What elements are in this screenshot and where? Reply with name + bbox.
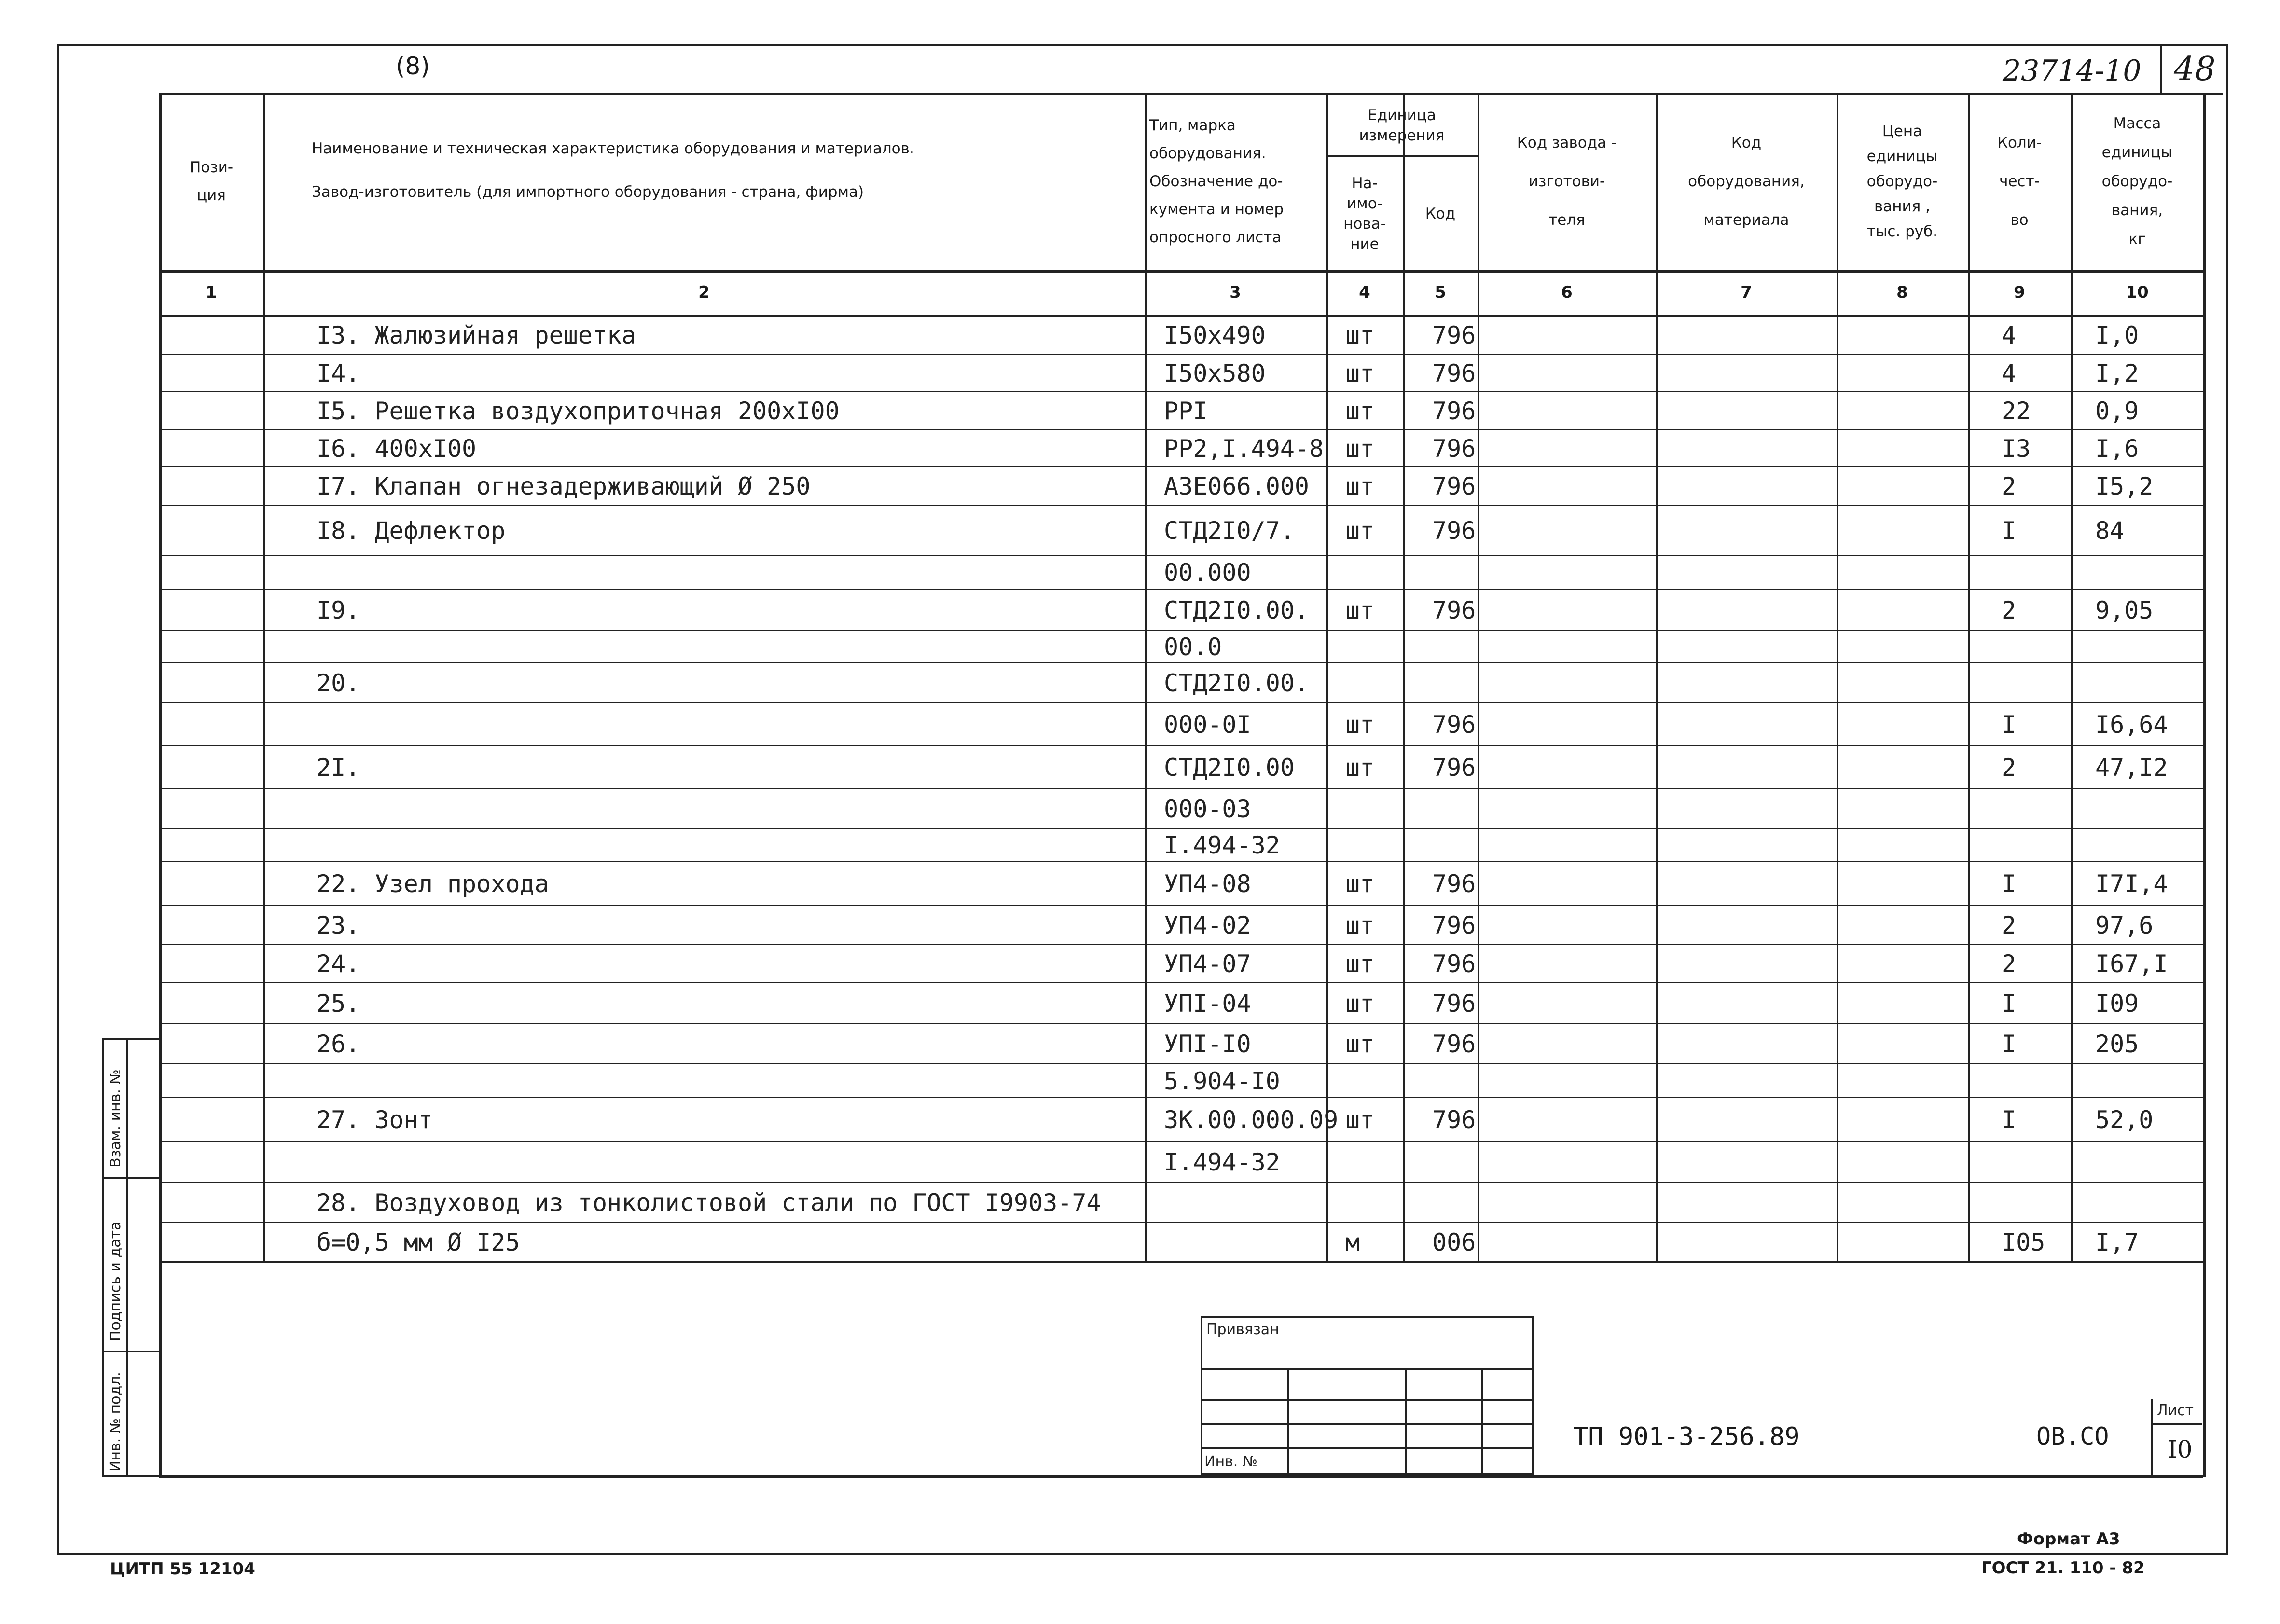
- row-mass-cell: 97,6: [2095, 911, 2154, 939]
- row-name-cell: I4.: [317, 359, 360, 387]
- row-qty-cell: 2: [2002, 911, 2017, 939]
- row-code-cell: 796: [1432, 990, 1476, 1018]
- row-mass-cell: 0,9: [2095, 397, 2139, 425]
- row-line-1: [159, 354, 2203, 355]
- row-name-cell: I7. Клапан огнезадерживающий Ø 250: [317, 472, 811, 500]
- row-name-cell: 26.: [317, 1030, 360, 1058]
- row-code-cell: 796: [1432, 870, 1476, 898]
- row-type-cell: 00.0: [1164, 633, 1222, 661]
- row-code-cell: 796: [1432, 397, 1476, 425]
- row-line-23: [159, 1222, 2203, 1223]
- stamp-vline-1: [1287, 1368, 1289, 1475]
- stamp-line-4: [1201, 1447, 1534, 1449]
- row-unit-cell: шт: [1345, 950, 1375, 978]
- row-code-cell: 796: [1432, 911, 1476, 939]
- row-name-cell: I6. 400xI00: [317, 435, 477, 463]
- sheet-marker: (8): [396, 52, 430, 80]
- row-mass-cell: 47,I2: [2095, 754, 2168, 782]
- side-label-vzam: Взам. инв. №: [107, 1069, 124, 1168]
- row-line-7: [159, 589, 2203, 590]
- handwritten-number: 23714-10: [2003, 54, 2142, 88]
- doc-code: ТП 901-3-256.89: [1573, 1422, 1800, 1451]
- row-line-18: [159, 1023, 2203, 1024]
- column-number-4: 4: [1359, 283, 1370, 302]
- outer-frame-top: [57, 44, 2228, 46]
- stamp-bound-box: [1201, 1316, 1534, 1475]
- row-qty-cell: I05: [2002, 1228, 2045, 1256]
- row-unit-cell: шт: [1345, 517, 1375, 545]
- row-name-cell: 28. Воздуховод из тонколистовой стали по ГОСТ I9903-74: [317, 1189, 1101, 1217]
- row-unit-cell: шт: [1345, 472, 1375, 500]
- footer-left: ЦИТП 55 12104: [110, 1559, 255, 1579]
- sheet-number: I0: [2168, 1435, 2193, 1463]
- stamp-line-3: [1201, 1423, 1534, 1425]
- row-name-cell: 22. Узел прохода: [317, 870, 549, 898]
- row-unit-cell: шт: [1345, 990, 1375, 1018]
- row-code-cell: 006: [1432, 1228, 1476, 1256]
- row-type-cell: УПI-I0: [1164, 1030, 1251, 1058]
- column-number-3: 3: [1230, 283, 1241, 302]
- stamp-line-1: [1201, 1368, 1534, 1370]
- row-line-15: [159, 905, 2203, 906]
- form-bottom: [159, 1475, 2203, 1478]
- row-qty-cell: I: [2002, 711, 2017, 739]
- row-type-cell: I.494-32: [1164, 831, 1280, 859]
- row-line-9: [159, 662, 2203, 663]
- row-unit-cell: шт: [1345, 1030, 1375, 1058]
- header-unit-code: Код: [1425, 205, 1456, 222]
- row-line-22: [159, 1182, 2203, 1183]
- row-name-cell: б=0,5 мм Ø I25: [317, 1228, 520, 1256]
- row-qty-cell: I: [2002, 1106, 2017, 1134]
- row-qty-cell: I3: [2002, 435, 2031, 463]
- header-position: Пози- ция: [189, 159, 234, 204]
- row-code-cell: 796: [1432, 517, 1476, 545]
- row-type-cell: 000-03: [1164, 795, 1251, 823]
- table-body-bottom: [159, 1261, 2203, 1263]
- page-number: 48: [2174, 50, 2216, 88]
- row-qty-cell: I: [2002, 517, 2017, 545]
- row-line-20: [159, 1097, 2203, 1098]
- row-type-cell: СТД2I0/7.: [1164, 517, 1295, 545]
- row-type-cell: СТД2I0.00: [1164, 754, 1295, 782]
- column-line-1: [263, 93, 265, 1261]
- row-line-4: [159, 466, 2203, 467]
- row-code-cell: 796: [1432, 359, 1476, 387]
- row-type-cell: УП4-02: [1164, 911, 1251, 939]
- row-type-cell: I50x580: [1164, 359, 1266, 387]
- row-qty-cell: 22: [2002, 397, 2031, 425]
- outer-frame-bottom: [57, 1553, 2228, 1555]
- row-unit-cell: шт: [1345, 397, 1375, 425]
- row-name-cell: I8. Дефлектор: [317, 517, 506, 545]
- row-line-13: [159, 828, 2203, 829]
- column-number-2: 2: [698, 283, 710, 302]
- row-code-cell: 796: [1432, 1106, 1476, 1134]
- row-name-cell: I9.: [317, 596, 360, 624]
- header-price: Цена единицы оборудо- вания , тыс. руб.: [1866, 123, 1938, 240]
- side-label-inv-podl: Инв. № подл.: [107, 1372, 124, 1472]
- row-type-cell: 00.000: [1164, 559, 1251, 587]
- row-mass-cell: 52,0: [2095, 1106, 2154, 1134]
- column-number-6: 6: [1561, 283, 1573, 302]
- column-number-10: 10: [2126, 283, 2149, 302]
- row-type-cell: А3Е066.000: [1164, 472, 1310, 500]
- section-code: ОВ.СО: [2036, 1422, 2109, 1450]
- row-code-cell: 796: [1432, 596, 1476, 624]
- row-unit-cell: шт: [1345, 435, 1375, 463]
- header-unit-name: На- имо- нова- ние: [1343, 175, 1386, 253]
- header-name-line1: Наименование и техническая характеристика оборудования и материалов.: [312, 140, 914, 157]
- row-line-6: [159, 555, 2203, 556]
- row-type-cell: 000-0I: [1164, 711, 1251, 739]
- row-type-cell: ЗК.00.000.09: [1164, 1106, 1339, 1134]
- column-number-9: 9: [2014, 283, 2025, 302]
- side-strip-sep-1: [102, 1177, 161, 1179]
- row-qty-cell: 2: [2002, 754, 2017, 782]
- row-type-cell: РРI: [1164, 397, 1208, 425]
- row-line-2: [159, 391, 2203, 392]
- row-name-cell: 27. Зонт: [317, 1106, 433, 1134]
- row-name-cell: 2I.: [317, 754, 360, 782]
- row-line-11: [159, 745, 2203, 746]
- column-line-2: [1145, 93, 1147, 1261]
- outer-frame-right: [2226, 44, 2228, 1555]
- row-code-cell: 796: [1432, 321, 1476, 349]
- row-mass-cell: I,2: [2095, 359, 2139, 387]
- header-name-line2: Завод-изготовитель (для импортного оборудования - страна, фирма): [312, 183, 864, 201]
- row-unit-cell: шт: [1345, 596, 1375, 624]
- header-type: Тип, марка оборудования. Обозначение до- кумента и номер опросного листа: [1149, 117, 1284, 246]
- row-type-cell: I.494-32: [1164, 1148, 1280, 1176]
- row-mass-cell: I,0: [2095, 321, 2139, 349]
- row-qty-cell: 4: [2002, 321, 2017, 349]
- row-mass-cell: 84: [2095, 517, 2125, 545]
- row-code-cell: 796: [1432, 435, 1476, 463]
- stamp-vline-2: [1405, 1368, 1407, 1475]
- row-type-cell: УПI-04: [1164, 990, 1251, 1018]
- row-type-cell: 5.904-I0: [1164, 1067, 1280, 1095]
- row-code-cell: 796: [1432, 711, 1476, 739]
- row-code-cell: 796: [1432, 950, 1476, 978]
- row-qty-cell: I: [2002, 870, 2017, 898]
- side-strip-sep-2: [102, 1351, 161, 1352]
- footer-gost: ГОСТ 21. 110 - 82: [1981, 1558, 2145, 1578]
- row-name-cell: 20.: [317, 669, 360, 697]
- row-mass-cell: I6,64: [2095, 711, 2168, 739]
- row-type-cell: УП4-07: [1164, 950, 1251, 978]
- side-label-podpis: Подпись и дата: [107, 1221, 124, 1341]
- row-mass-cell: 9,05: [2095, 596, 2154, 624]
- row-qty-cell: I: [2002, 990, 2017, 1018]
- unit-group-divider: [1326, 155, 1478, 157]
- table-header-bottom: [159, 270, 2203, 273]
- row-unit-cell: шт: [1345, 321, 1375, 349]
- stamp-vline-3: [1481, 1368, 1483, 1475]
- row-type-cell: I50x490: [1164, 321, 1266, 349]
- row-line-8: [159, 630, 2203, 631]
- table-right: [2203, 93, 2206, 1477]
- row-mass-cell: 205: [2095, 1030, 2139, 1058]
- row-line-17: [159, 982, 2203, 983]
- row-line-19: [159, 1063, 2203, 1064]
- row-qty-cell: I: [2002, 1030, 2017, 1058]
- row-line-3: [159, 429, 2203, 430]
- row-name-cell: 24.: [317, 950, 360, 978]
- stamp-bound-label: Привязан: [1206, 1321, 1279, 1338]
- column-number-7: 7: [1741, 283, 1752, 302]
- row-unit-cell: шт: [1345, 754, 1375, 782]
- row-mass-cell: I,6: [2095, 435, 2139, 463]
- row-mass-cell: I67,I: [2095, 950, 2168, 978]
- row-code-cell: 796: [1432, 472, 1476, 500]
- row-line-5: [159, 505, 2203, 506]
- row-line-16: [159, 944, 2203, 945]
- footer-format: Формат А3: [2017, 1529, 2120, 1549]
- header-quantity: Коли- чест- во: [1997, 134, 2042, 229]
- row-mass-cell: I5,2: [2095, 472, 2154, 500]
- outer-frame-left: [57, 44, 59, 1555]
- row-unit-cell: шт: [1345, 359, 1375, 387]
- row-code-cell: 796: [1432, 754, 1476, 782]
- row-unit-cell: шт: [1345, 1106, 1375, 1134]
- header-mass: Масса единицы оборудо- вания, кг: [2101, 115, 2173, 248]
- row-code-cell: 796: [1432, 1030, 1476, 1058]
- row-type-cell: СТД2I0.00.: [1164, 596, 1310, 624]
- column-number-5: 5: [1435, 283, 1446, 302]
- row-mass-cell: I,7: [2095, 1228, 2139, 1256]
- row-name-cell: I5. Решетка воздухоприточная 200xI00: [317, 397, 840, 425]
- column-number-8: 8: [1896, 283, 1908, 302]
- row-unit-cell: шт: [1345, 870, 1375, 898]
- row-line-10: [159, 702, 2203, 703]
- row-type-cell: УП4-08: [1164, 870, 1251, 898]
- header-unit-group: Единица измерения: [1359, 107, 1445, 144]
- header-equipment-code: Код оборудования, материала: [1688, 134, 1805, 229]
- row-mass-cell: I7I,4: [2095, 870, 2168, 898]
- sheet-label: Лист: [2157, 1402, 2194, 1419]
- row-type-cell: РР2,I.494-8: [1164, 435, 1324, 463]
- column-number-1: 1: [206, 283, 217, 302]
- header-factory-code: Код завода - изготови- теля: [1517, 134, 1617, 229]
- row-type-cell: СТД2I0.00.: [1164, 669, 1310, 697]
- row-name-cell: 23.: [317, 911, 360, 939]
- sheet-box-divider: [2151, 1423, 2202, 1425]
- row-qty-cell: 2: [2002, 472, 2017, 500]
- row-name-cell: 25.: [317, 990, 360, 1018]
- row-unit-cell: м: [1345, 1228, 1360, 1256]
- side-strip-divider: [126, 1038, 128, 1477]
- row-qty-cell: 4: [2002, 359, 2017, 387]
- stamp-inv-label: Инв. №: [1204, 1453, 1258, 1470]
- table-number-row-bottom: [159, 315, 2203, 317]
- row-qty-cell: 2: [2002, 950, 2017, 978]
- row-line-14: [159, 861, 2203, 862]
- row-qty-cell: 2: [2002, 596, 2017, 624]
- row-mass-cell: I09: [2095, 990, 2139, 1018]
- row-name-cell: I3. Жалюзийная решетка: [317, 321, 636, 349]
- row-line-21: [159, 1141, 2203, 1142]
- row-unit-cell: шт: [1345, 711, 1375, 739]
- row-line-12: [159, 788, 2203, 789]
- stamp-line-2: [1201, 1399, 1534, 1401]
- row-unit-cell: шт: [1345, 911, 1375, 939]
